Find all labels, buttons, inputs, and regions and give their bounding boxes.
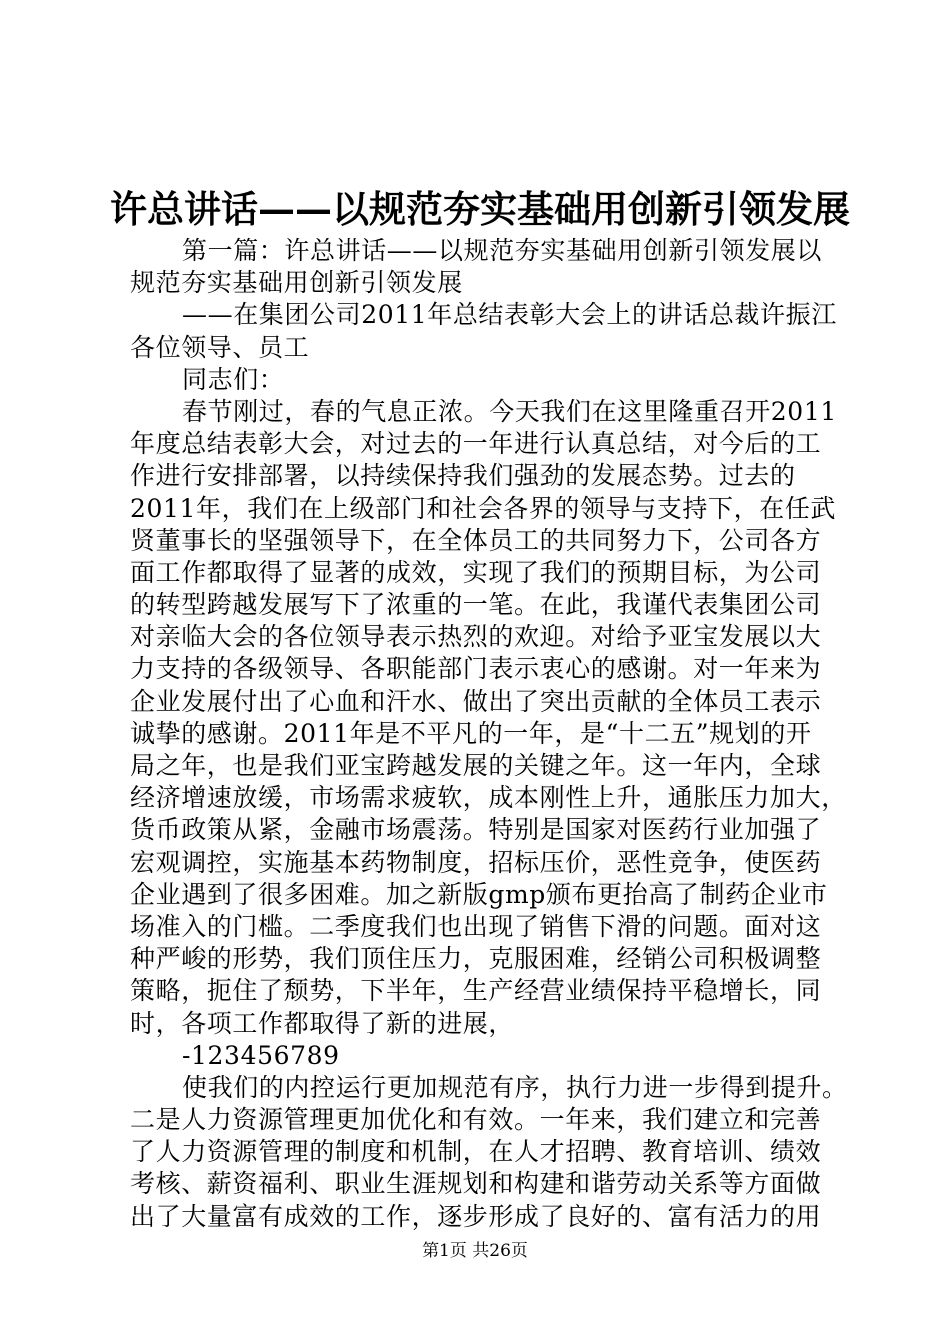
- body-text-line: 宏观调控，实施基本药物制度，招标压价，恶性竞争，使医药: [130, 847, 822, 877]
- body-text-line: 策略，扼住了颓势，下半年，生产经营业绩保持平稳增长，同: [130, 976, 822, 1006]
- body-text-line: 企业发展付出了心血和汗水、做出了突出贡献的全体员工表示: [130, 686, 822, 716]
- body-text-line: ——在集团公司2011年总结表彰大会上的讲话总裁许振江: [182, 300, 837, 330]
- body-text-line: 力支持的各级领导、各职能部门表示衷心的感谢。对一年来为: [130, 654, 822, 684]
- body-text-line: 局之年，也是我们亚宝跨越发展的关键之年。这一年内，全球: [130, 751, 822, 780]
- body-text-line: 对亲临大会的各位领导表示热烈的欢迎。对给予亚宝发展以大: [130, 622, 822, 652]
- body-text-line: 二是人力资源管理更加优化和有效。一年来，我们建立和完善: [130, 1105, 822, 1135]
- body-text-line: 种严峻的形势，我们顶住压力，克服困难，经销公司积极调整: [130, 944, 822, 974]
- body-text-line: 了人力资源管理的制度和机制，在人才招聘、教育培训、绩效: [130, 1137, 822, 1167]
- body-text-line: 诚挚的感谢。2011年是不平凡的一年，是“十二五”规划的开: [130, 718, 812, 748]
- body-text-line: 2011年，我们在上级部门和社会各界的领导与支持下，在任武: [130, 493, 837, 523]
- body-text-line: 场准入的门槛。二季度我们也出现了销售下滑的问题。面对这: [130, 911, 822, 941]
- body-text-line: 经济增速放缓，市场需求疲软，成本刚性上升，通胀压力加大，: [130, 783, 847, 813]
- document-body: [130, 235, 850, 1233]
- body-text-line: 贤董事长的坚强领导下，在全体员工的共同努力下，公司各方: [130, 525, 822, 555]
- body-text-line: -123456789: [182, 1040, 340, 1070]
- body-text-line: 第一篇：许总讲话——以规范夯实基础用创新引领发展以: [182, 236, 823, 265]
- body-text-line: 面工作都取得了显著的成效，实现了我们的预期目标，为公司: [130, 557, 822, 587]
- body-text-line: 货币政策从紧，金融市场震荡。特别是国家对医药行业加强了: [130, 815, 822, 845]
- body-text-line: 考核、薪资福利、职业生涯规划和构建和谐劳动关系等方面做: [130, 1169, 822, 1199]
- body-text-line: 规范夯实基础用创新引领发展: [130, 268, 463, 298]
- body-text-line: 时，各项工作都取得了新的进展，: [130, 1008, 515, 1038]
- body-text-line: 使我们的内控运行更加规范有序，执行力进一步得到提升。: [182, 1072, 848, 1102]
- document-title: 许总讲话——以规范夯实基础用创新引领发展: [110, 187, 850, 231]
- body-text-line: 各位领导、员工: [130, 332, 310, 362]
- body-text-line: 的转型跨越发展写下了浓重的一笔。在此，我谨代表集团公司: [130, 590, 822, 620]
- page-number-footer: 第1页 共26页: [422, 1241, 528, 1261]
- body-text-line: 作进行安排部署，以持续保持我们强劲的发展态势。过去的: [130, 461, 796, 491]
- body-text-line: 同志们：: [182, 364, 285, 394]
- body-text-line: 年度总结表彰大会，对过去的一年进行认真总结，对今后的工: [130, 429, 822, 459]
- body-text-line: 春节刚过，春的气息正浓。今天我们在这里隆重召开2011: [182, 396, 837, 426]
- body-text-line: 出了大量富有成效的工作，逐步形成了良好的、富有活力的用: [130, 1201, 822, 1231]
- body-text-line: 企业遇到了很多困难。加之新版gmp颁布更抬高了制药企业市: [130, 879, 828, 909]
